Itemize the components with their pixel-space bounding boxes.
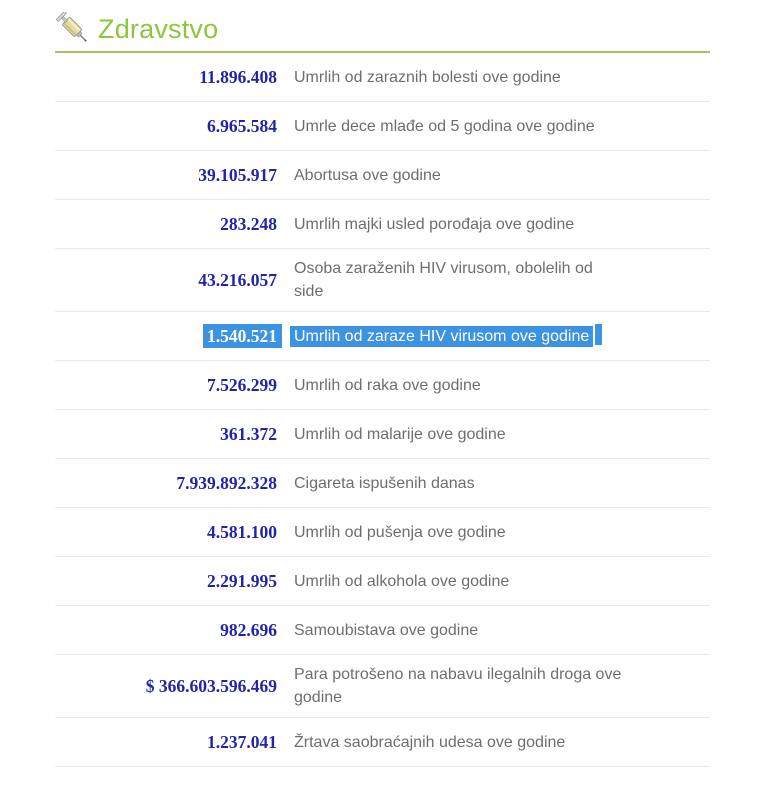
stat-label [294,472,475,495]
stat-value-text: 1.237.041 [207,731,277,752]
stat-label-text: Abortusa ove godine [294,166,441,184]
stat-value-text: 1.540.521 [203,324,282,348]
stat-value-text: 39.105.917 [198,164,277,185]
stat-row [55,200,710,249]
stat-value-text: 7.939.892.328 [176,472,277,493]
stat-label-text: Umrlih od zaraze HIV virusom ove godine [290,326,593,347]
stat-row [55,361,710,410]
stat-value [55,472,277,495]
stats-list [55,53,710,767]
stat-label [294,324,602,348]
stat-value-text: 6.965.584 [207,115,277,136]
stat-value-text: 361.372 [220,423,277,444]
stat-row [55,410,710,459]
stat-value [55,731,277,754]
stat-label [294,731,565,754]
stat-label-text: Umrlih od zaraznih bolesti ove godine [294,68,561,86]
stat-label-text: Umrlih od malarije ove godine [294,425,506,443]
stat-label-text: Umrlih od raka ove godine [294,376,481,394]
stat-row [55,459,710,508]
stat-label [294,66,561,89]
selected-trailing-space [595,324,602,345]
stat-value-text: 982.696 [220,619,277,640]
stat-row [55,655,710,718]
stat-row [55,249,710,312]
stat-label [294,423,506,446]
stat-label [294,213,574,236]
stat-value [55,521,277,544]
stat-label-text: Samoubistava ove godine [294,621,479,639]
stat-value-text: 2.291.995 [207,570,277,591]
stat-row [55,508,710,557]
stat-value [55,619,277,642]
stat-value-text: 11.896.408 [199,66,277,87]
stat-row [55,718,710,767]
stat-row [55,312,710,361]
stat-label [294,663,622,709]
stat-value [55,325,277,348]
stat-label [294,257,622,303]
stat-value [55,115,277,138]
stat-value-text: 43.216.057 [198,269,277,290]
stat-value [55,164,277,187]
stat-value-text: 4.581.100 [207,521,277,542]
stat-label [294,374,481,397]
stat-row [55,606,710,655]
stat-label [294,164,441,187]
stat-label-text: Žrtava saobraćajnih udesa ove godine [294,733,566,751]
stat-value [55,374,277,397]
stat-value [55,675,277,698]
stat-label-text: Osoba zaraženih HIV virusom, obolelih od side [294,260,593,300]
stat-value-text: 7.526.299 [207,374,277,395]
stat-value-text: 283.248 [220,213,277,234]
section-header [55,12,710,53]
stat-label [294,115,595,138]
stat-label [294,521,506,544]
stat-label [294,570,509,593]
stat-row [55,53,710,102]
stat-value [55,423,277,446]
stat-row [55,151,710,200]
stat-label-text: Umrlih od pušenja ove godine [294,523,506,541]
stat-label [294,619,478,642]
syringe-icon [55,12,91,46]
stat-value [55,269,277,292]
stat-label-text: Para potrošeno na nabavu ilegalnih droga ove godine [294,666,622,706]
page-title: Zdravstvo [98,13,219,44]
stat-row [55,557,710,606]
stat-label-text: Cigareta ispušenih danas [294,474,475,492]
stat-value [55,66,277,89]
stat-label-text: Umrle dece mlađe od 5 godina ove godine [294,117,595,135]
stat-label-text: Umrlih od alkohola ove godine [294,572,510,590]
stat-value-text: $ 366.603.596.469 [145,675,277,696]
stat-row [55,102,710,151]
stat-value [55,213,277,236]
stat-value [55,570,277,593]
stat-label-text: Umrlih majki usled porođaja ove godine [294,215,575,233]
